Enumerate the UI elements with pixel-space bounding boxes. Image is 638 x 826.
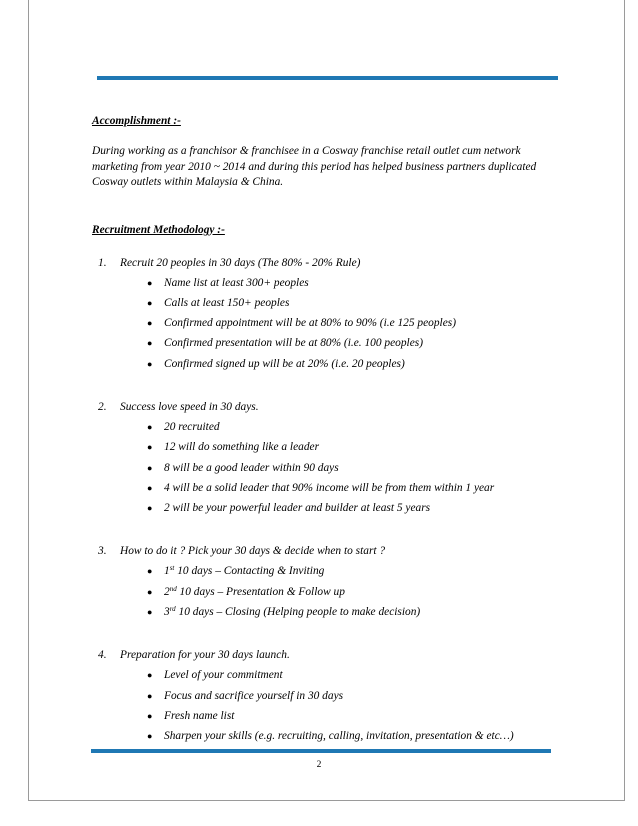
list-item-text: Confirmed presentation will be at 80% (i.e. 100 peoples): [164, 337, 423, 350]
step-title: [92, 645, 562, 665]
document-body: [92, 113, 562, 770]
header-rule: [97, 76, 558, 80]
accomplishment-heading: Accomplishment :-: [92, 115, 181, 127]
list-item: [92, 293, 562, 313]
bullet-icon: ●: [147, 442, 153, 453]
bullet-icon: ●: [147, 690, 153, 701]
bullet-icon: ●: [147, 731, 153, 742]
list-item-text: [164, 582, 345, 602]
accomplishment-text: During working as a franchisor & franchisee in a Cosway franchise retail outlet cum network marketing from year 2010 ~ 2014 and during this period has helped business partners duplicated Cosway outlets within Malaysia & China.: [92, 145, 537, 188]
list-item-text: [164, 602, 420, 622]
ordinal-text: 10 days – Closing (Helping people to make decision): [175, 606, 421, 619]
list-item-text: Sharpen your skills (e.g. recruiting, calling, invitation, presentation & etc…): [164, 730, 514, 743]
methodology-steps: [92, 253, 562, 747]
bullet-icon: ●: [147, 670, 153, 681]
step-4: [92, 645, 562, 746]
list-item: [92, 458, 562, 478]
bullet-icon: ●: [147, 318, 153, 329]
list-item-text: Fresh name list: [164, 709, 235, 722]
step-1: [92, 253, 562, 374]
step-title: [92, 541, 562, 561]
list-item: [92, 273, 562, 293]
step-title-text: Recruit 20 peoples in 30 days (The 80% - 20% Rule): [120, 256, 361, 269]
step-title: [92, 253, 562, 273]
step-bullets: [92, 273, 562, 374]
step-bullets: [92, 665, 562, 746]
step-number: 1.: [98, 256, 107, 269]
ordinal-suffix: st: [169, 564, 175, 573]
bullet-icon: ●: [147, 503, 153, 514]
list-item-text: 4 will be a solid leader that 90% income will be from them within 1 year: [164, 481, 495, 494]
ordinal-suffix: rd: [169, 605, 176, 614]
list-item: [92, 333, 562, 353]
list-item-text: 8 will be a good leader within 90 days: [164, 461, 339, 474]
list-item-text: Name list at least 300+ peoples: [164, 276, 309, 289]
bullet-icon: ●: [147, 710, 153, 721]
recruitment-heading: Recruitment Methodology :-: [92, 223, 225, 236]
ordinal-number: 2: [164, 585, 170, 598]
step-number: 4.: [98, 649, 107, 662]
list-item-text: Calls at least 150+ peoples: [164, 296, 290, 309]
step-title-text: Preparation for your 30 days launch.: [120, 649, 290, 662]
ordinal-number: 1: [164, 565, 170, 578]
bullet-icon: ●: [147, 338, 153, 349]
step-bullets: [92, 561, 562, 622]
list-item-text: 2 will be your powerful leader and builder at least 5 years: [164, 502, 431, 515]
ordinal-suffix: nd: [169, 584, 177, 593]
bullet-icon: ●: [147, 482, 153, 493]
bullet-icon: ●: [147, 607, 153, 618]
list-item: [92, 706, 562, 726]
ordinal-text: 10 days – Contacting & Inviting: [174, 565, 325, 578]
list-item: [92, 686, 562, 706]
list-item-text: 12 will do something like a leader: [164, 441, 320, 454]
list-item: [92, 665, 562, 685]
bullet-icon: ●: [147, 297, 153, 308]
ordinal-number: 3: [164, 606, 170, 619]
bullet-icon: ●: [147, 421, 153, 432]
list-item-text: Confirmed appointment will be at 80% to 90% (i.e 125 peoples): [164, 317, 457, 330]
list-item: [92, 313, 562, 333]
step-title-text: Success love speed in 30 days.: [120, 400, 259, 413]
step-title-text: How to do it ? Pick your 30 days & decide when to start ?: [120, 545, 386, 558]
step-3: [92, 541, 562, 622]
list-item: [92, 437, 562, 457]
step-bullets: [92, 417, 562, 518]
list-item: [92, 354, 562, 374]
list-item: [92, 561, 562, 581]
list-item-text: Confirmed signed up will be at 20% (i.e. 20 peoples): [164, 357, 405, 370]
list-item: [92, 582, 562, 602]
step-number: 2.: [98, 400, 107, 413]
step-title: [92, 397, 562, 417]
ordinal-text: 10 days – Presentation & Follow up: [176, 585, 345, 598]
list-item: [92, 498, 562, 518]
list-item: [92, 602, 562, 622]
list-item-text: Focus and sacrifice yourself in 30 days: [164, 689, 344, 702]
list-item-text: Level of your commitment: [164, 669, 283, 682]
step-number: 3.: [98, 545, 107, 558]
bullet-icon: ●: [147, 358, 153, 369]
bullet-icon: ●: [147, 586, 153, 597]
page-number: 2: [316, 760, 322, 770]
list-item: [92, 417, 562, 437]
bullet-icon: ●: [147, 566, 153, 577]
list-item-text: 20 recruited: [164, 420, 220, 433]
list-item-text: [164, 561, 324, 581]
step-2: [92, 397, 562, 518]
list-item: [92, 478, 562, 498]
footer-rule: [91, 749, 551, 753]
list-item: [92, 726, 562, 746]
bullet-icon: ●: [147, 462, 153, 473]
bullet-icon: ●: [147, 277, 153, 288]
